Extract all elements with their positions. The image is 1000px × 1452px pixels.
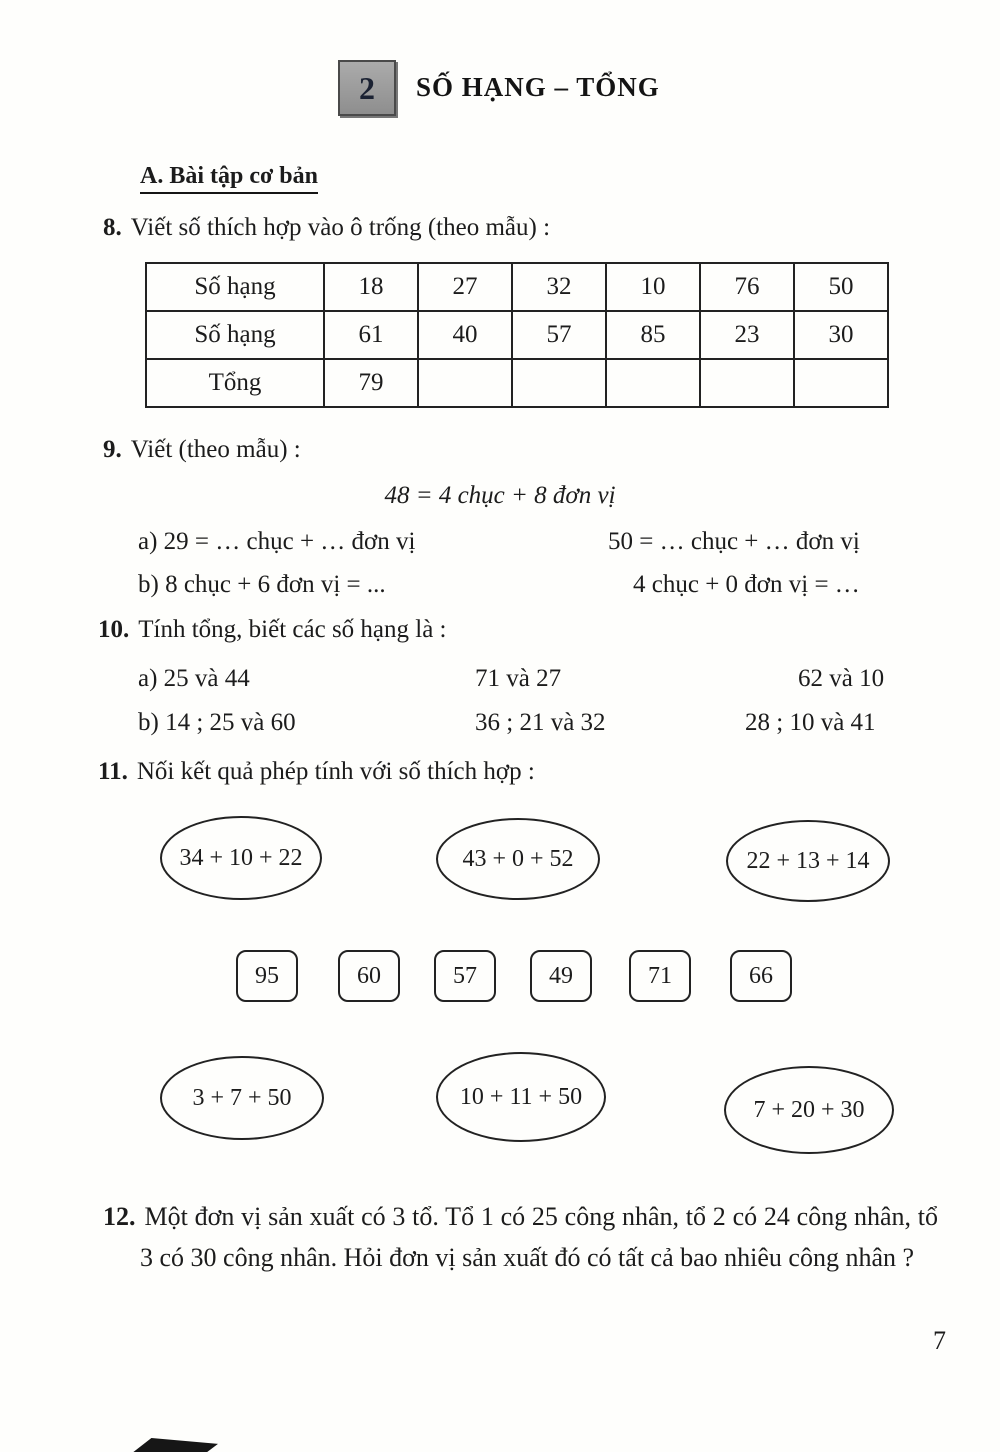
row-label: Số hạng [146,311,324,359]
exercise-10-text: Tính tổng, biết các số hạng là : [138,616,447,643]
answer-box: 66 [730,950,792,1002]
exercise-12 [103,1196,938,1278]
table-cell: 27 [418,263,512,311]
answer-box: 71 [629,950,691,1002]
exercise-9-prompt [103,436,301,464]
page-number: 7 [933,1326,946,1355]
table-cell: 40 [418,311,512,359]
sum-ellipse: 43 + 0 + 52 [436,818,600,900]
table-cell [418,359,512,407]
exercise-11-prompt [98,758,535,786]
addition-table [145,262,889,408]
table-row [146,263,888,311]
exercise-10a-item: a) 25 và 44 [138,665,250,692]
table-cell: 61 [324,311,418,359]
table-row [146,311,888,359]
exercise-8-number: 8. [103,214,122,241]
row-label: Số hạng [146,263,324,311]
exercise-8-text: Viết số thích hợp vào ô trống (theo mẫu) : [130,214,551,241]
sum-ellipse: 7 + 20 + 30 [724,1066,894,1154]
table-cell: 18 [324,263,418,311]
table-cell [700,359,794,407]
sum-ellipse: 22 + 13 + 14 [726,820,890,902]
section-heading: A. Bài tập cơ bản [140,163,318,194]
exercise-11-text: Nối kết quả phép tính với số thích hợp : [136,758,535,785]
exercise-10b-item: 28 ; 10 và 41 [745,709,876,736]
exercise-10b-item: 36 ; 21 và 32 [475,709,606,736]
exercise-9a-left: a) 29 = … chục + … đơn vị [138,528,416,555]
table-cell [794,359,888,407]
table-cell [512,359,606,407]
exercise-10-number: 10. [98,616,130,643]
exercise-9-example: 48 = 4 chục + 8 đơn vị [384,482,616,509]
table-cell [606,359,700,407]
exercise-10-prompt [98,616,447,644]
table-cell: 10 [606,263,700,311]
sum-ellipse: 3 + 7 + 50 [160,1056,324,1140]
table-cell: 30 [794,311,888,359]
exercise-9a-right: 50 = … chục + … đơn vị [608,528,860,555]
answer-box: 95 [236,950,298,1002]
exercise-10b-item: b) 14 ; 25 và 60 [138,709,296,736]
exercise-9-text: Viết (theo mẫu) : [130,436,301,463]
lesson-number-box [338,60,396,116]
sum-ellipse: 34 + 10 + 22 [160,816,322,900]
table-row [146,359,888,407]
table-cell: 50 [794,263,888,311]
exercise-8-prompt [103,214,550,242]
row-label: Tổng [146,359,324,407]
exercise-12-text: Một đơn vị sản xuất có 3 tổ. Tổ 1 có 25 công nhân, tổ 2 có 24 công nhân, tổ 3 có 30 công nhân. Hỏi đơn vị sản xuất đó có tất cả bao nhiêu công nhân ? [140,1202,938,1272]
table-cell: 23 [700,311,794,359]
table-cell: 57 [512,311,606,359]
answer-box: 60 [338,950,400,1002]
exercise-12-number: 12. [103,1202,136,1231]
scan-ink-mark [128,1438,218,1452]
exercise-11-number: 11. [98,758,128,785]
table-cell: 76 [700,263,794,311]
answer-box: 49 [530,950,592,1002]
answer-box: 57 [434,950,496,1002]
sum-ellipse: 10 + 11 + 50 [436,1052,606,1142]
exercise-9b-right: 4 chục + 0 đơn vị = … [633,571,860,598]
exercise-10a-item: 71 và 27 [475,665,562,692]
table-cell: 32 [512,263,606,311]
exercise-10a-item: 62 và 10 [798,665,885,692]
exercise-9-number: 9. [103,436,122,463]
table-cell: 85 [606,311,700,359]
table-cell: 79 [324,359,418,407]
exercise-9b-left: b) 8 chục + 6 đơn vị = ... [138,571,386,598]
lesson-title: SỐ HẠNG – TỔNG [416,72,660,102]
lesson-number: 2 [359,69,375,106]
